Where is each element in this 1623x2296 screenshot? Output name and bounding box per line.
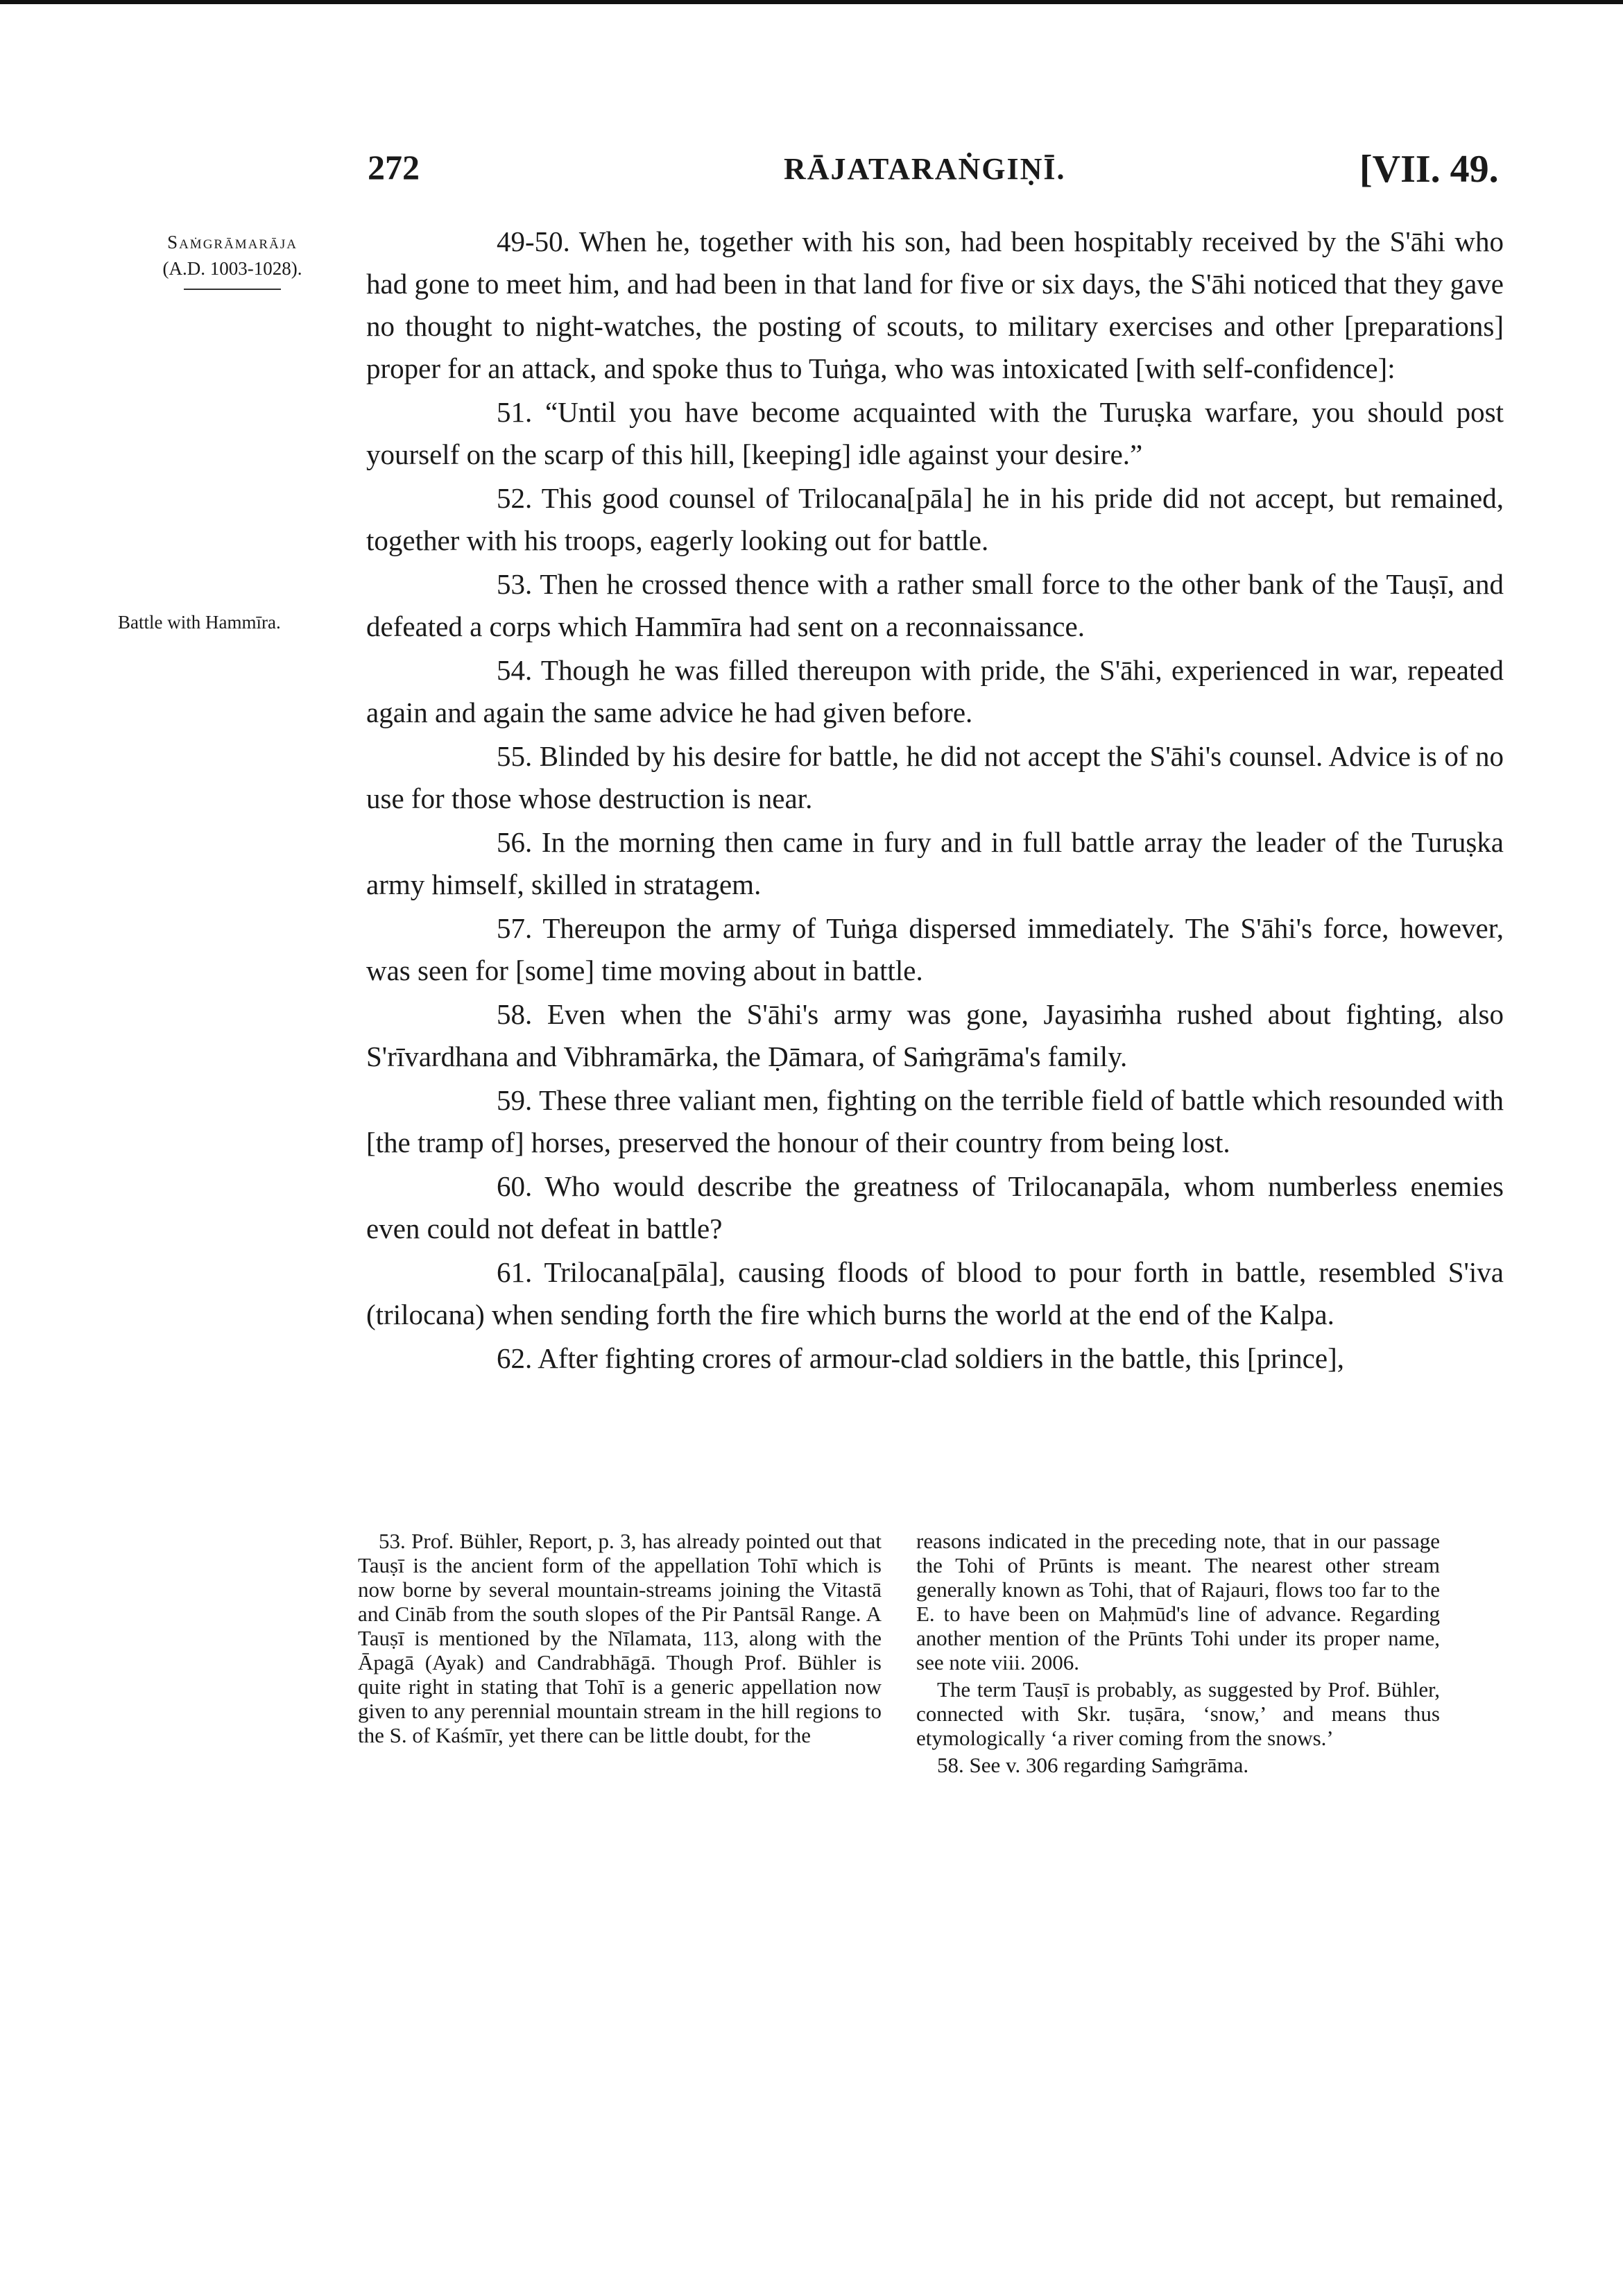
running-title: RĀJATARAṄGIṆĪ. (784, 152, 1066, 186)
margin-reign-dates: (A.D. 1003-1028). (162, 258, 302, 279)
verse-number: 52. (497, 482, 533, 514)
verse-text: Who would describe the greatness of Trilocanapāla, whom numberless enemies even could not defeat in battle? (366, 1170, 1504, 1244)
verse-number: 59. (497, 1084, 533, 1116)
verse-number: 49-50. (497, 225, 570, 257)
verse-number: 54. (497, 654, 533, 686)
verse-text: When he, together with his son, had been hospitably received by the S'āhi who had gone to meet him, and had been in that land for five or six days, the S'āhi noticed that they gave no thought to night-watches, the posting of scouts, to military exercises and other [preparations] proper for an attack, and spoke thus to Tuṅga, who was intoxicated [with self-confidence]: (366, 225, 1504, 384)
verse (366, 1251, 1504, 1336)
verse-number: 51. (497, 396, 533, 428)
verse (366, 649, 1504, 734)
verse-text: After fighting crores of armour-clad soldiers in the battle, this [prince], (538, 1342, 1344, 1374)
verse-number: 58. (497, 998, 533, 1030)
margin-reign-name: Saṁgrāmarāja (167, 232, 298, 252)
margin-note-reign (118, 229, 347, 290)
verse-number: 60. (497, 1170, 533, 1202)
footnote-paragraph: 53. Prof. Bühler, Report, p. 3, has already pointed out that Tauṣī is the ancient form of the appellation Tohī which is now borne by several mountain-streams joining the Vitastā and Cināb from the south slopes of the Pir Pantsāl Range. A Tauṣī is mentioned by the Nīlamata, 113, along with the Āpagā (Ayak) and Candrabhāgā. Though Prof. Bühler is quite right in stating that Tohī is a generic appellation now given to any perennial mountain stream in the hill regions to the S. of Kaśmīr, yet there can be little doubt, for the (358, 1529, 882, 1747)
footnote-column-left (358, 1529, 882, 1780)
verse-text: Then he crossed thence with a rather small force to the other bank of the Tauṣī, and defeated a corps which Hammīra had sent on a reconnaissance. (366, 568, 1504, 642)
section-reference: [VII. 49. (1359, 148, 1499, 191)
verse-text: Thereupon the army of Tuṅga dispersed immediately. The S'āhi's force, however, was seen for [some] time moving about in battle. (366, 912, 1504, 986)
verse-text: In the morning then came in fury and in full battle array the leader of the Turuṣka army himself, skilled in stratagem. (366, 826, 1504, 900)
verse (366, 1337, 1504, 1380)
footnote-column-right (916, 1529, 1440, 1780)
verse (366, 993, 1504, 1078)
margin-rule (184, 289, 281, 290)
verse (366, 1165, 1504, 1250)
verse-text: This good counsel of Trilocana[pāla] he in his pride did not accept, but remained, together with his troops, eagerly looking out for battle. (366, 482, 1504, 556)
verse (366, 391, 1504, 476)
footnote-paragraph: reasons indicated in the preceding note, that in our passage the Tohi of Prūnts is meant. The nearest other stream generally known as Tohi, that of Rajauri, flows too far to the E. to have been on Maḥmūd's line of advance. Regarding another mention of the Prūnts Tohi under its proper name, see note viii. 2006. (916, 1529, 1440, 1674)
verse-text: Trilocana[pāla], causing floods of blood to pour forth in battle, resembled S'iva (trilocana) when sending forth the fire which burns the world at the end of the Kalpa. (366, 1256, 1504, 1330)
verse-number: 56. (497, 826, 533, 858)
verse (366, 477, 1504, 562)
verse (366, 735, 1504, 820)
verse-text: Even when the S'āhi's army was gone, Jayasiṁha rushed about fighting, also S'rīvardhana and Vibhramārka, the Ḍāmara, of Saṁgrāma's family. (366, 998, 1504, 1072)
verse-number: 57. (497, 912, 533, 944)
page-top-edge (0, 0, 1623, 4)
verse-text: These three valiant men, fighting on the terrible field of battle which resounded with [the tramp of] horses, preserved the honour of their country from being lost. (366, 1084, 1504, 1158)
footnote-paragraph: 58. See v. 306 regarding Saṁgrāma. (937, 1753, 1249, 1777)
page-number: 272 (368, 148, 420, 187)
footnote-paragraph: The term Tauṣī is probably, as suggested by Prof. Bühler, connected with Skr. tuṣāra, ‘snow,’ and means thus etymologically ‘a river coming from the snows.’ (916, 1677, 1440, 1750)
main-text (366, 221, 1504, 1381)
verse-number: 61. (497, 1256, 533, 1288)
verse (366, 563, 1504, 648)
verse-text: “Until you have become acquainted with the Turuṣka warfare, you should post yourself on the scarp of this hill, [keeping] idle against your desire.” (366, 396, 1504, 470)
margin-note-battle: Battle with Hammīra. (118, 612, 281, 633)
verse-number: 53. (497, 568, 533, 600)
verse (366, 821, 1504, 906)
verse-text: Though he was filled thereupon with pride, the S'āhi, experienced in war, repeated again and again the same advice he had given before. (366, 654, 1504, 728)
verse (366, 1079, 1504, 1164)
verse-number: 55. (497, 740, 533, 772)
verse (366, 221, 1504, 390)
verse (366, 907, 1504, 992)
verse-text: Blinded by his desire for battle, he did not accept the S'āhi's counsel. Advice is of no use for those whose destruction is near. (366, 740, 1504, 814)
page-header (0, 147, 1623, 196)
footnotes (358, 1529, 1440, 1780)
verse-number: 62. (497, 1342, 533, 1374)
